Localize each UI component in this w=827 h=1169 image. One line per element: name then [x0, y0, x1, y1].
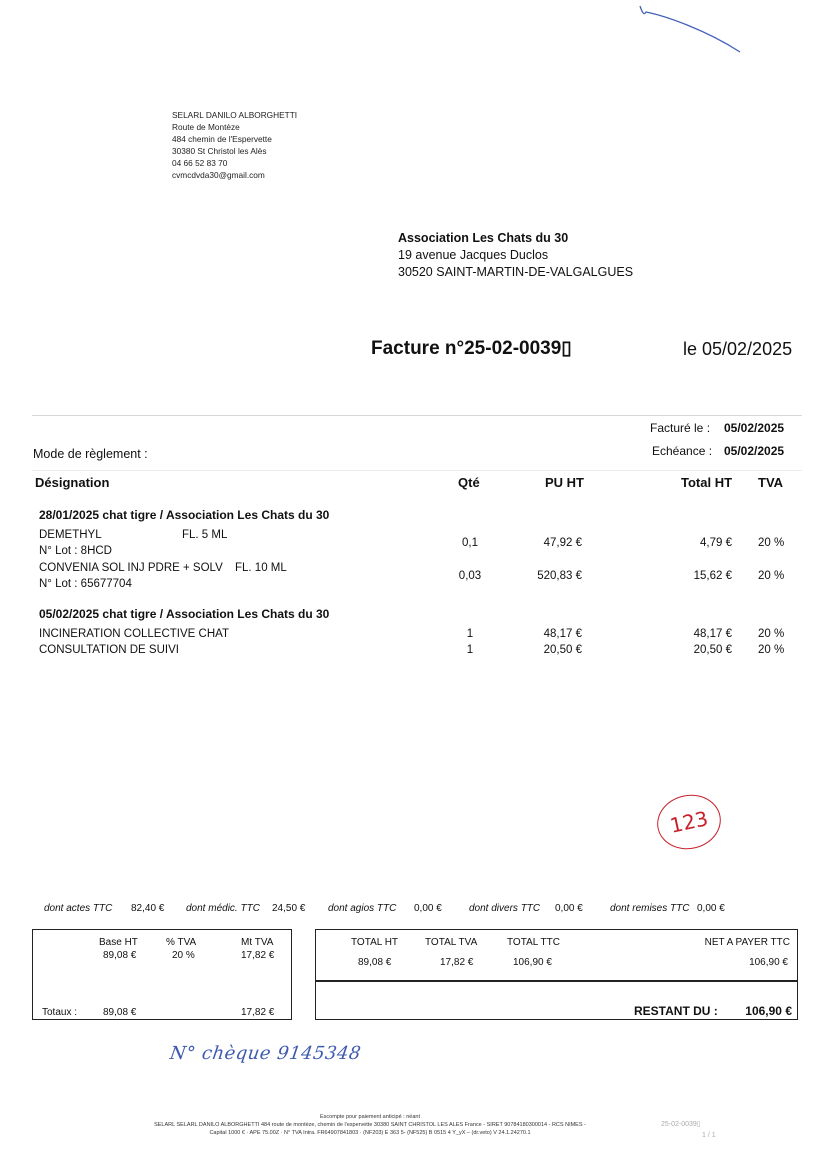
sender-email: cvmcdvda30@gmail.com — [172, 170, 265, 180]
net-value: 106,90 € — [749, 957, 788, 968]
handwritten-cheque-note: N° chèque 9145348 — [168, 1043, 363, 1064]
vat-pct-value: 20 % — [172, 950, 195, 961]
vat-base-label: Base HT — [99, 937, 138, 948]
sender-block — [172, 109, 297, 181]
footer-line: SELARL SELARL DANILO ALBORGHETTI 484 route de montèze, chemin de l'espervette 30380 SAINT CHRISTOL LES ALES France - SIRET 90784180300014 - RCS NIMES - — [154, 1122, 586, 1128]
summary-remises-label: dont remises TTC — [610, 903, 690, 914]
item-pu: 520,83 € — [537, 570, 582, 582]
item-name: CONVENIA SOL INJ PDRE + SOLV — [39, 562, 223, 574]
summary-medic-label: dont médic. TTC — [186, 903, 260, 914]
item-tva: 20 % — [758, 628, 785, 640]
footer-invoice-ref: 25-02-0039▯ — [661, 1121, 701, 1128]
item-lot: N° Lot : 65677704 — [39, 578, 132, 590]
item-name: CONSULTATION DE SUIVI — [39, 644, 179, 656]
recipient-name: Association Les Chats du 30 — [398, 231, 569, 245]
total-tva-label: TOTAL TVA — [425, 937, 478, 948]
due-value: 05/02/2025 — [724, 444, 785, 458]
total-ht-value: 89,08 € — [358, 957, 392, 968]
invoice-title: Facture n°25-02-0039▯ — [371, 338, 572, 359]
item-total: 15,62 € — [693, 570, 732, 582]
item-detail: FL. 5 ML — [182, 529, 228, 541]
sender-phone: 04 66 52 83 70 — [172, 158, 228, 168]
totaux-mt: 17,82 € — [241, 1007, 275, 1018]
item-total: 4,79 € — [700, 537, 732, 549]
page-number: 1 / 1 — [702, 1132, 716, 1139]
vat-summary-box — [32, 929, 292, 1020]
pen-stroke-mark — [636, 2, 746, 58]
totaux-base: 89,08 € — [103, 1007, 137, 1018]
total-ttc-label: TOTAL TTC — [507, 937, 560, 948]
summary-agios-label: dont agios TTC — [328, 903, 397, 914]
summary-medic-value: 24,50 € — [272, 903, 306, 914]
header-qty: Qté — [458, 475, 480, 490]
stamp-number-123: 123 — [652, 789, 726, 855]
item-qty: 1 — [466, 628, 474, 640]
sender-address-line3: 30380 St Christol les Alès — [172, 146, 267, 156]
header-pu: PU HT — [545, 475, 584, 490]
vat-base-value: 89,08 € — [103, 950, 137, 961]
summary-divers-value: 0,00 € — [555, 903, 583, 914]
sender-address-line2: 484 chemin de l'Espervette — [172, 134, 272, 144]
invoice-date: le 05/02/2025 — [683, 339, 793, 359]
item-total: 20,50 € — [693, 644, 732, 656]
item-detail: FL. 10 ML — [235, 562, 287, 574]
item-tva: 20 % — [758, 570, 785, 582]
group-title: 28/01/2025 chat tigre / Association Les Chats du 30 — [39, 508, 330, 522]
item-name: INCINERATION COLLECTIVE CHAT — [39, 628, 229, 640]
header-tva: TVA — [758, 475, 784, 490]
item-tva: 20 % — [758, 644, 785, 656]
totaux-label: Totaux : — [42, 1007, 78, 1018]
item-total: 48,17 € — [693, 628, 732, 640]
payment-mode-label: Mode de règlement : — [33, 447, 148, 461]
footer-line: Escompte pour paiement anticipé : néant — [320, 1114, 420, 1120]
item-tva: 20 % — [758, 537, 785, 549]
vat-mt-value: 17,82 € — [241, 950, 275, 961]
summary-divers-label: dont divers TTC — [469, 903, 541, 914]
item-lot: N° Lot : 8HCD — [39, 545, 112, 557]
totals-box — [315, 929, 798, 1020]
header-total: Total HT — [681, 475, 733, 490]
divider — [32, 415, 802, 416]
item-qty: 1 — [466, 644, 474, 656]
summary-agios-value: 0,00 € — [414, 903, 442, 914]
recipient-city: 30520 SAINT-MARTIN-DE-VALGALGUES — [398, 265, 634, 279]
item-pu: 48,17 € — [543, 628, 582, 640]
summary-remises-value: 0,00 € — [697, 903, 725, 914]
item-pu: 47,92 € — [543, 537, 582, 549]
recipient-block — [398, 230, 633, 281]
restant-label: RESTANT DU : — [634, 1004, 718, 1018]
divider — [32, 470, 802, 471]
sender-address-line1: Route de Montèze — [172, 122, 240, 132]
restant-value: 106,90 € — [745, 1004, 792, 1018]
sender-name: SELARL DANILO ALBORGHETTI — [172, 110, 298, 120]
total-ttc-value: 106,90 € — [513, 957, 552, 968]
group-title: 05/02/2025 chat tigre / Association Les Chats du 30 — [39, 607, 330, 621]
total-ht-label: TOTAL HT — [351, 937, 399, 948]
vat-mt-label: Mt TVA — [241, 937, 274, 948]
total-tva-value: 17,82 € — [440, 957, 474, 968]
item-name: DEMETHYL — [39, 529, 102, 541]
item-pu: 20,50 € — [543, 644, 582, 656]
summary-actes-value: 82,40 € — [131, 903, 165, 914]
vat-pct-label: % TVA — [166, 937, 197, 948]
footer-line: Capital 1000 € · APE 75.00Z · N° TVA Intra. FR64907841803 · (NF203) E 363 5- (NF525) B 0515 4 Y_yX – (dr.veto) V 24.1.24270.1 — [209, 1130, 531, 1136]
billed-label: Facturé le : — [650, 421, 711, 435]
item-qty: 0,03 — [458, 570, 482, 582]
net-label: NET A PAYER TTC — [704, 937, 790, 948]
footer — [80, 1113, 660, 1137]
due-label: Echéance : — [652, 444, 713, 458]
billed-value: 05/02/2025 — [724, 421, 785, 435]
recipient-street: 19 avenue Jacques Duclos — [398, 248, 549, 262]
summary-actes-label: dont actes TTC — [44, 903, 113, 914]
header-designation: Désignation — [35, 475, 110, 490]
divider — [316, 980, 797, 982]
item-qty: 0,1 — [462, 537, 478, 549]
